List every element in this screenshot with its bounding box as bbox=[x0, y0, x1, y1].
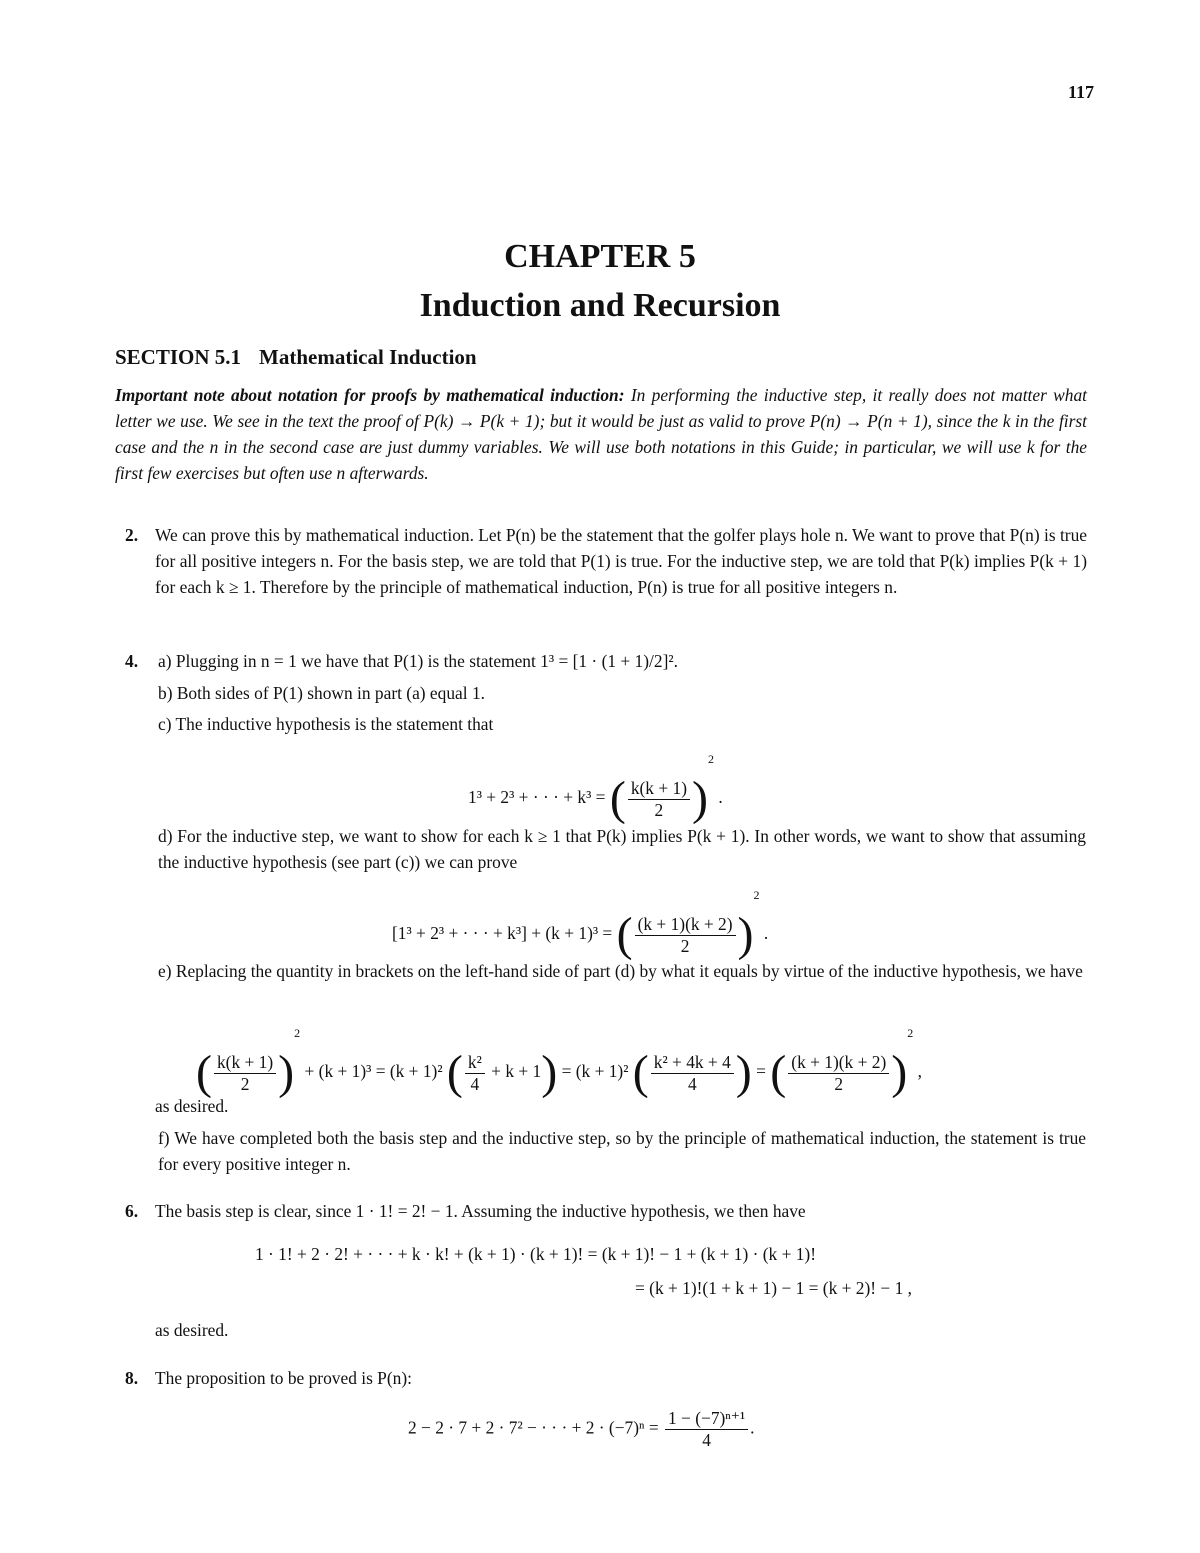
chapter-subtitle: Induction and Recursion bbox=[419, 287, 781, 324]
equation-4e: ( $\frac{k(k + 1)}{2}$ )$^2$ + (k + 1)³ = (k + 1)² ( $\frac{\text{k²}}{4}$ + k + 1) = (k + 1)² ( $\frac{\text{k² + 4k + 4}}{4}$ ) = ( $\frac{(k + 1)(k + 2)}{2}$ )$^2$ , bbox=[196, 1026, 922, 1099]
equation-4d: [1³ + 2³ + · · · + k³] + (k + 1)³ = ( $\frac{(k + 1)(k + 2)}{2}$ )$^2$ . bbox=[392, 888, 769, 961]
eq-8-denominator: 4 bbox=[702, 1430, 711, 1450]
exercise-2-text: We can prove this by mathematical induction. Let P(n) be the statement that the golfer plays hole n. We want to prove that P(n) is true for all positive integers n. For the basis step, we are told that P(1) is true. For the inductive step, we are told that P(k) implies P(k + 1) for each k ≥ 1. Therefore by the principle of mathematical induction, P(n) is true for all positive integers n. bbox=[155, 525, 1087, 597]
eq-4e-frac4-denominator: 2 bbox=[834, 1073, 844, 1094]
exercise-6-text: The basis step is clear, since 1 · 1! = 2! − 1. Assuming the inductive hypothesis, we then have bbox=[155, 1201, 806, 1221]
eq-4e-mid3: = (k + 1)² bbox=[561, 1061, 629, 1081]
exercise-4a: a) Plugging in n = 1 we have that P(1) is the statement 1³ = [1 · (1 + 1)/2]². bbox=[158, 651, 678, 671]
exercise-number-6: 6. bbox=[125, 1201, 139, 1221]
eq-4d-left: [1³ + 2³ + · · · + k³] + (k + 1)³ = bbox=[392, 923, 613, 943]
eq-4e-frac4-numerator: (k + 1)(k + 2) bbox=[788, 1052, 889, 1074]
eq-8-left: 2 − 2 · 7 + 2 · 7² − · · · + 2 · (−7)ⁿ = bbox=[408, 1417, 659, 1438]
note-text: In performing the inductive step, it really does not matter what letter we use. We see in the text the proof of P(k) → P(k + 1); but it would be just as valid to prove P(n) → P(n + 1), since the k in the first case and the n in the second case are just dummy variables. We will use both notations in this Guide; in particular, we will use k for the first few exercises but often use n afterwards. bbox=[115, 385, 1087, 483]
equation-6-line1: 1 · 1! + 2 · 2! + · · · + k · k! + (k + 1) · (k + 1)! = (k + 1)! − 1 + (k + 1) · (k + 1)! bbox=[255, 1244, 817, 1264]
notation-note bbox=[115, 382, 1087, 486]
exercise-4d: d) For the inductive step, we want to show for each k ≥ 1 that P(k) implies P(k + 1). In other words, we want to show that assuming the inductive hypothesis (see part (c)) we can prove bbox=[158, 826, 1086, 872]
eq-4e-frac2-numerator: k² bbox=[465, 1052, 485, 1074]
section-number: SECTION 5.1 bbox=[115, 345, 242, 369]
eq-4e-mid2: + k + 1 bbox=[491, 1061, 542, 1081]
section-name: Mathematical Induction bbox=[259, 345, 477, 369]
page-number: 117 bbox=[1067, 82, 1094, 102]
exercise-4e: e) Replacing the quantity in brackets on the left-hand side of part (d) by what it equals by virtue of the inductive hypothesis, we have bbox=[158, 961, 1083, 981]
equation-6-line2: = (k + 1)!(1 + k + 1) − 1 = (k + 2)! − 1 , bbox=[635, 1278, 912, 1298]
eq-4e-frac3-denominator: 4 bbox=[687, 1073, 697, 1094]
exercise-4b: b) Both sides of P(1) shown in part (a) equal 1. bbox=[158, 683, 485, 703]
eq-4c-numerator: k(k + 1) bbox=[628, 778, 690, 800]
eq-4e-mid1: + (k + 1)³ = (k + 1)² bbox=[304, 1061, 443, 1081]
exercise-number-4: 4. bbox=[125, 651, 139, 671]
exercise-4c: c) The inductive hypothesis is the statement that bbox=[158, 714, 494, 734]
chapter-title: CHAPTER 5 bbox=[504, 238, 696, 275]
eq-4c-denominator: 2 bbox=[654, 799, 664, 820]
eq-4e-frac3-numerator: k² + 4k + 4 bbox=[651, 1052, 734, 1074]
note-label: Important note about notation for proofs by mathematical induction: bbox=[115, 385, 625, 405]
exercise-8-text: The proposition to be proved is P(n): bbox=[155, 1368, 412, 1388]
eq-4c-left: 1³ + 2³ + · · · + k³ = bbox=[468, 787, 606, 807]
section-heading bbox=[115, 345, 477, 370]
eq-8-numerator: 1 − (−7)ⁿ⁺¹ bbox=[665, 1408, 748, 1430]
exercise-number-8: 8. bbox=[125, 1368, 139, 1388]
exercise-4f: f) We have completed both the basis step and the inductive step, so by the principle of mathematical induction, the statement is true for every positive integer n. bbox=[158, 1128, 1086, 1174]
eq-4d-numerator: (k + 1)(k + 2) bbox=[635, 914, 736, 936]
equation-4c: 1³ + 2³ + · · · + k³ = ( $\frac{k(k + 1)}{2}$ )$^2$ . bbox=[468, 752, 723, 825]
eq-4e-frac1-numerator: k(k + 1) bbox=[214, 1052, 276, 1074]
exercise-number-2: 2. bbox=[125, 525, 139, 545]
exercise-4e-as-desired: as desired. bbox=[155, 1096, 229, 1116]
eq-4e-frac1-denominator: 2 bbox=[240, 1073, 250, 1094]
equation-8: 2 − 2 · 7 + 2 · 7² − · · · + 2 · (−7)ⁿ = $\frac{\text{1 − (−7)ⁿ⁺¹}}{4}$ . bbox=[408, 1408, 755, 1450]
eq-4d-denominator: 2 bbox=[680, 935, 690, 956]
eq-4e-frac2-denominator: 4 bbox=[470, 1073, 480, 1094]
exercise-6-as-desired: as desired. bbox=[155, 1320, 229, 1340]
